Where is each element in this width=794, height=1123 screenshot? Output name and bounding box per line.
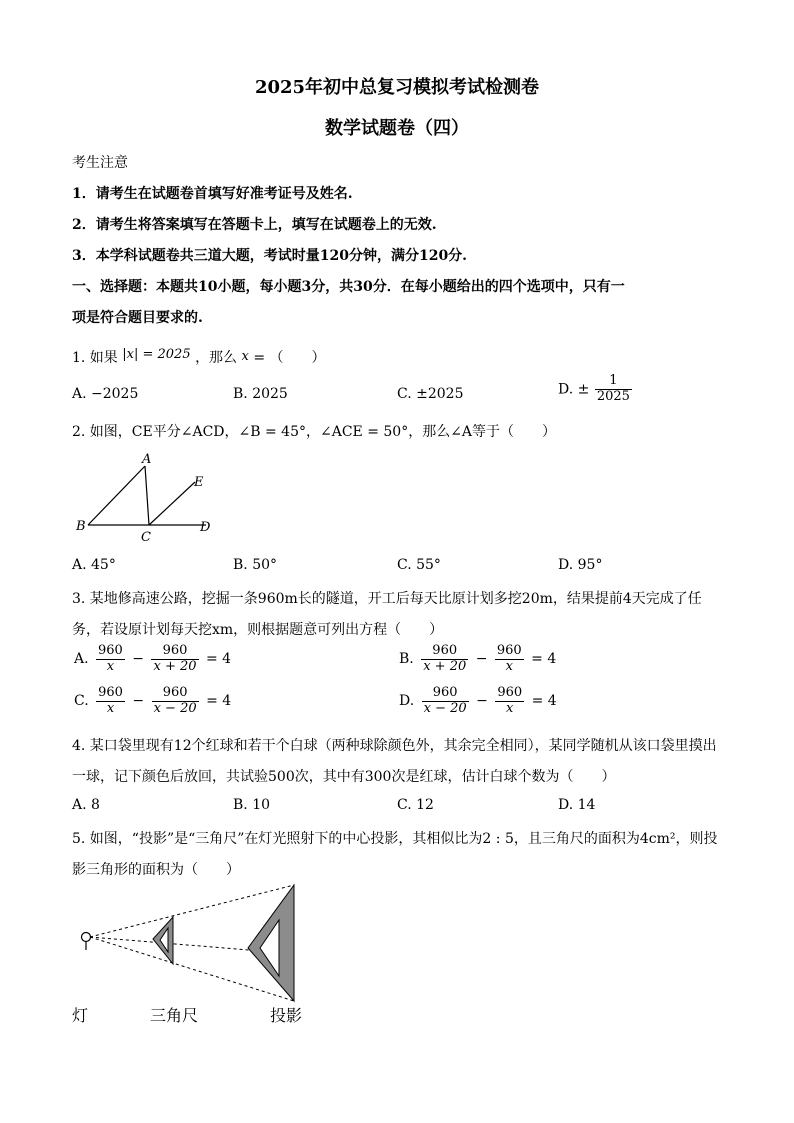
option-label: A. [74, 651, 89, 668]
q1-mid: ，那么 [195, 350, 238, 366]
question-3-stem: 3. 某地修高速公路，挖掘一条960m长的隧道，开工后每天比原计划多挖20m，结果提前4天完成了任 [72, 591, 702, 607]
equation-rhs: = 4 [206, 693, 232, 710]
q1-option-b: B. 2025 [233, 386, 288, 402]
fraction [421, 644, 468, 675]
option-label: B. [399, 651, 414, 668]
notice-heading: 考生注意 [72, 155, 128, 171]
q1-option-c: C. ±2025 [397, 386, 464, 402]
minus-sign: − [476, 693, 488, 710]
q2-option-c: C. 55° [397, 557, 441, 573]
q1-option-d [558, 374, 633, 405]
lamp-icon [82, 933, 91, 942]
point-label-b: B [76, 519, 86, 534]
point-label-d: D [200, 520, 211, 535]
q2-option-d: D. 95° [558, 557, 603, 573]
fraction [96, 686, 125, 717]
label-projection: 投影 [270, 1006, 303, 1025]
q3-option-b [397, 644, 558, 675]
minus-sign: − [132, 651, 145, 668]
fraction-denominator: x + 20 [153, 658, 197, 674]
line-ac [145, 466, 149, 525]
q4-option-a: A. 8 [72, 797, 100, 813]
fraction-numerator: 960 [98, 685, 123, 700]
fraction [96, 644, 125, 675]
equation-rhs: = 4 [205, 651, 232, 668]
fraction-denominator: x + 20 [423, 658, 467, 674]
question-1-stem [72, 347, 326, 367]
q1-expr: |x| = 2025 [122, 347, 191, 362]
q4-option-c: C. 12 [397, 797, 434, 813]
fraction [152, 686, 199, 717]
q4-option-d: D. 14 [558, 797, 596, 813]
point-label-c: C [141, 530, 151, 545]
q1-option-d-prefix: D. ± [558, 381, 590, 398]
minus-sign: − [132, 693, 145, 710]
fraction-numerator: 960 [496, 643, 522, 658]
fraction-denominator: x [96, 701, 125, 717]
q2-option-b: B. 50° [233, 557, 278, 573]
section-heading: 一、选择题：本题共10小题，每小题3分，共30分．在每小题给出的四个选项中，只有一 [72, 279, 625, 295]
fraction [495, 686, 524, 717]
fraction-numerator: 960 [432, 685, 458, 700]
question-2-stem: 2. 如图，CE平分∠ACD，∠B = 45°，∠ACE = 50°，那么∠A等于（ ） [72, 424, 557, 440]
option-label: C. [74, 693, 89, 710]
question-4-stem: 4. 某口袋里现有12个红球和若干个白球（两种球除颜色外，其余完全相同），某同学随机从该口袋里摸出 [72, 738, 717, 754]
notice-item: 2．请考生将答案填写在答题卡上，填写在试题卷上的无效. [72, 217, 437, 233]
q1-option-a: A. −2025 [72, 386, 139, 402]
q3-option-a [72, 644, 233, 675]
page-title: 2025年初中总复习模拟考试检测卷 [254, 77, 540, 98]
question-5-stem: 5. 如图，“投影”是“三角尺”在灯光照射下的中心投影，其相似比为2 : 5，且三角尺的面积为4cm²，则投 [72, 831, 718, 847]
fraction-numerator: 960 [162, 643, 188, 658]
fraction-denominator: x − 20 [153, 700, 197, 716]
point-label-a: A [142, 452, 152, 467]
fraction-denominator: x [96, 659, 125, 675]
q4-option-b: B. 10 [233, 797, 271, 813]
question-3-stem-cont: 务，若设原计划每天挖xm，则根据题意可列出方程（ ） [72, 622, 444, 638]
fraction-numerator: 960 [98, 643, 123, 658]
q1-prefix: 1. 如果 [72, 350, 118, 366]
notice-item: 1．请考生在试题卷首填写好准考证号及姓名. [72, 186, 353, 202]
q2-option-a: A. 45° [72, 557, 116, 573]
fraction-denominator: x [495, 659, 524, 675]
q3-option-d [397, 686, 559, 717]
section-heading-cont: 项是符合题目要求的. [72, 310, 203, 326]
fraction-numerator: 960 [497, 685, 523, 700]
equation-rhs: = 4 [531, 693, 557, 710]
fraction-denominator: 2025 [596, 388, 630, 404]
fraction [422, 686, 469, 717]
fraction-numerator: 1 [609, 373, 618, 388]
notice-item: 3．本学科试题卷共三道大题，考试时量120分钟，满分120分. [72, 248, 468, 264]
fraction-denominator: x [495, 701, 524, 717]
fraction-numerator: 960 [162, 685, 188, 700]
question-4-stem-cont: 一球，记下颜色后放回，共试验500次，其中有300次是红球，估计白球个数为（ ） [72, 769, 616, 785]
equation-rhs: = 4 [531, 651, 557, 668]
q2-geometry-figure [70, 448, 220, 548]
label-ruler: 三角尺 [150, 1006, 199, 1025]
minus-sign: − [475, 651, 488, 668]
label-lamp: 灯 [72, 1006, 89, 1025]
fraction-numerator: 960 [432, 643, 458, 658]
point-label-e: E [194, 475, 204, 490]
q1-option-d-fraction [595, 374, 632, 405]
question-5-stem-cont: 影三角形的面积为（ ） [72, 862, 240, 878]
fraction [151, 644, 198, 675]
q1-tail: = （ ） [253, 350, 326, 366]
page-subtitle: 数学试题卷（四） [325, 118, 469, 139]
line-ba [88, 466, 145, 525]
fraction-denominator: x − 20 [423, 700, 467, 716]
q3-option-c [72, 686, 233, 717]
fraction [495, 644, 524, 675]
option-label: D. [399, 693, 415, 710]
line-ce [149, 482, 195, 525]
q1-var: x [241, 349, 249, 364]
